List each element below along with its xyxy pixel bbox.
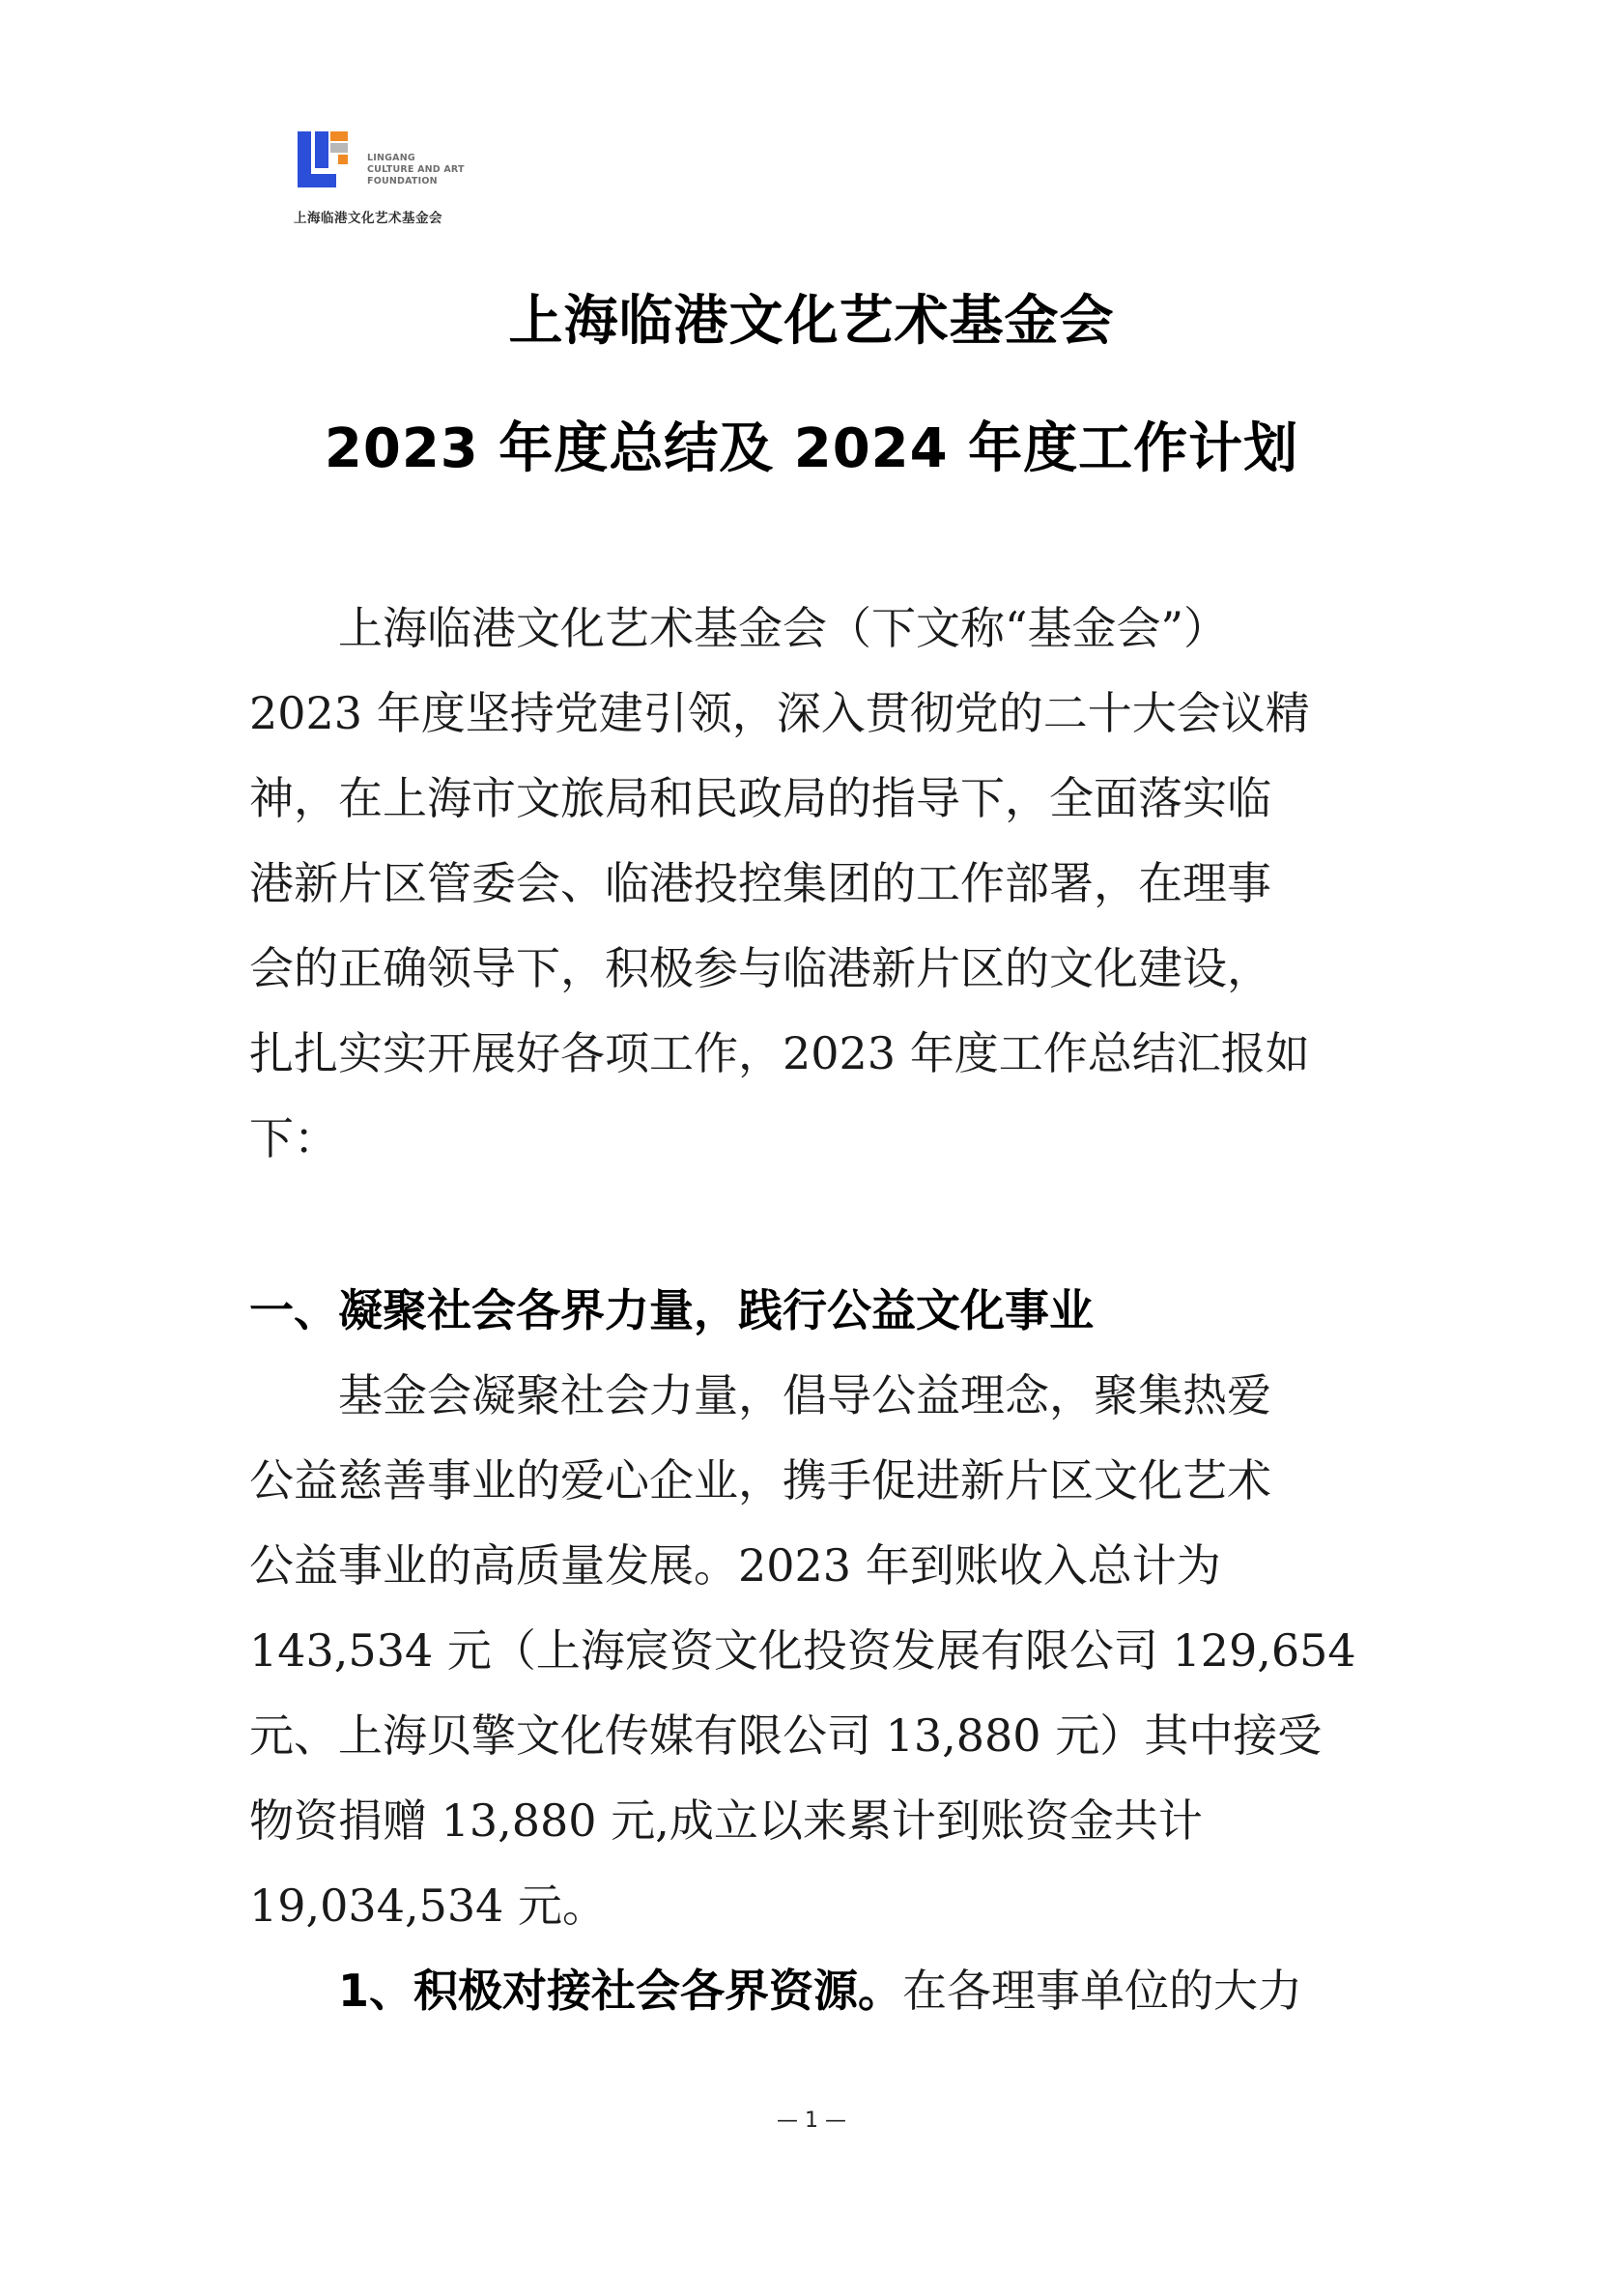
section-line: 基金会凝聚社会力量，倡导公益理念，聚集热爱 (249, 1369, 1271, 1421)
item-text: 在各理事单位的大力 (902, 1965, 1303, 2017)
document-subtitle: 2023 年度总结及 2024 年度工作计划 (324, 417, 1299, 480)
intro-line: 会的正确领导下，积极参与临港新片区的文化建设， (249, 942, 1271, 994)
section-line: 143,534 元（上海宸资文化投资发展有限公司 129,654 (249, 1624, 1356, 1677)
section-line: 公益事业的高质量发展。2023 年到账收入总计为 (249, 1539, 1221, 1592)
section-line: 物资捐赠 13,880 元,成立以来累计到账资金共计 (249, 1794, 1203, 1847)
lingang-logo-icon (296, 129, 356, 193)
document-title: 上海临港文化艺术基金会 (508, 290, 1115, 353)
intro-line: 扎扎实实开展好各项工作，2023 年度工作总结汇报如 (249, 1027, 1310, 1079)
logo-en-line-2: CULTURE AND ART (367, 164, 465, 175)
item-lead: 1、积极对接社会各界资源。 (338, 1965, 903, 2017)
section-line: 元、上海贝擎文化传媒有限公司 13,880 元）其中接受 (249, 1709, 1323, 1762)
section-heading: 一、凝聚社会各界力量，践行公益文化事业 (249, 1284, 1094, 1336)
logo-en-line-3: FOUNDATION (367, 176, 438, 187)
logo-chinese-name: 上海临港文化艺术基金会 (294, 211, 442, 226)
intro-line: 上海临港文化艺术基金会（下文称“基金会”） (249, 602, 1229, 654)
intro-line: 港新片区管委会、临港投控集团的工作部署，在理事 (249, 857, 1271, 909)
section-line: 公益慈善事业的爱心企业，携手促进新片区文化艺术 (249, 1454, 1271, 1507)
logo-english-name (367, 153, 465, 187)
intro-line: 2023 年度坚持党建引领，深入贯彻党的二十大会议精 (249, 687, 1310, 739)
intro-line: 下： (249, 1112, 338, 1164)
intro-line: 神，在上海市文旅局和民政局的指导下，全面落实临 (249, 772, 1271, 824)
foundation-logo (290, 124, 493, 230)
page-number: — 1 — (777, 2109, 846, 2133)
section-line: 19,034,534 元。 (249, 1880, 607, 1932)
item-paragraph (249, 1962, 1389, 2020)
logo-en-line-1: LINGANG (367, 153, 415, 163)
